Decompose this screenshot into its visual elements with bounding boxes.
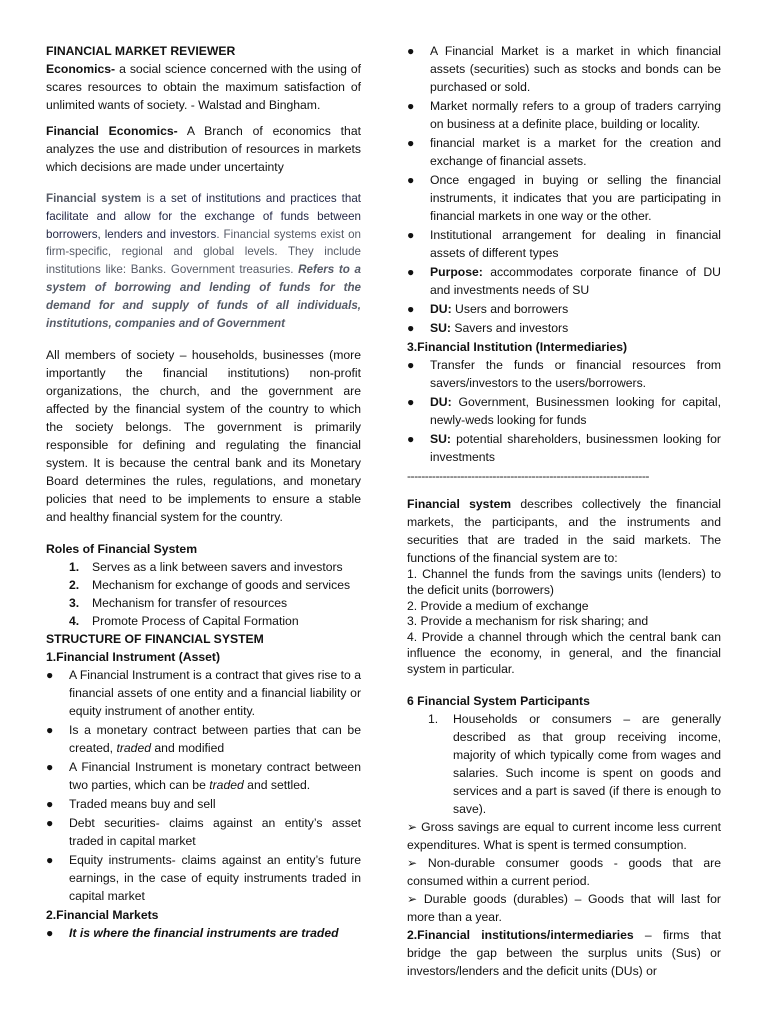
list-item: ● A Financial Instrument is monetary contract between two parties, which can be traded and settled. <box>46 760 361 793</box>
list-item: ● SU: potential shareholders, businessmen looking for investments <box>407 432 721 464</box>
intermediaries-paragraph: 2.Financial institutions/intermediaries – firms that bridge the gap between the surplus units (Sus) or investors/lenders and the deficit units (DUs) or <box>407 927 721 978</box>
note-gross-savings: ➢ Gross savings are equal to current income less current expenditures. What is spent is termed consumption. <box>407 819 721 852</box>
financial-system-term: Financial system <box>46 192 142 205</box>
list-item: ● financial market is a market for the creation and exchange of financial assets. <box>407 136 721 168</box>
list-item: 1. Households or consumers – are generally described as that group receiving income, majority of which typically come from wages and salaries. Such income is spent on goods and services and a part is saved (if there is enough to save). <box>428 711 721 816</box>
list-item: ● Debt securities- claims against an entity’s asset traded in capital market <box>46 816 361 849</box>
list-item: ● SU: Savers and investors <box>407 321 569 335</box>
institution-list <box>407 356 721 466</box>
roles-heading: Roles of Financial System <box>46 542 198 557</box>
list-item: 2. Mechanism for exchange of goods and services <box>69 578 351 593</box>
functions-list <box>407 567 721 678</box>
markets-list <box>407 42 721 337</box>
roles-list <box>46 558 361 630</box>
list-item: 4. Promote Process of Capital Formation <box>69 614 299 629</box>
financial-system-description: Financial system describes collectively the financial markets, the participants, and the instruments and securities that are traded in the said markets. The functions of the financial system are to: <box>407 497 721 565</box>
economics-definition: Economics- a social science concerned with the using of scares resources to obtain the maximum satisfaction of unlimited wants of society. - Walstad and Bingham. <box>46 62 361 112</box>
financial-system-emphasis: Refers to a system of borrowing and lending of funds for the demand for and supply of funds of all individuals, institutions, companies and of Government <box>46 263 361 330</box>
instrument-list <box>46 666 361 905</box>
list-item: ● It is where the financial instruments are traded <box>46 926 339 941</box>
document-title: FINANCIAL MARKET REVIEWER <box>46 44 236 58</box>
list-item: ● Market normally refers to a group of traders carrying on business at a definite place, building or locality. <box>407 99 721 131</box>
list-item: ● Transfer the funds or financial resources from savers/investors to the users/borrowers. <box>407 358 721 390</box>
list-item: 1. Serves as a link between savers and investors <box>69 560 343 575</box>
list-item: ● A Financial Market is a market in which financial assets (securities) such as stocks and bonds can be purchased or sold. <box>407 44 721 94</box>
list-item: ● Equity instruments- claims against an entity’s future earnings, in the case of equity instruments traded in capital market <box>46 853 361 904</box>
institution-heading: 3.Financial Institution (Intermediaries) <box>407 340 628 354</box>
financial-system-definition: Financial system is a set of institutions and practices that facilitate and allow for the exchange of funds between borrowers, lenders and investors. Financial systems exist on firm-specific, regional and global levels. They include institutions like: Banks. Government treasuries. Refers to a system of borrowing and lending of funds for the demand for and supply of funds of all individuals, institutions, companies and of Government <box>46 192 361 330</box>
structure-heading: STRUCTURE OF FINANCIAL SYSTEM <box>46 632 264 647</box>
note-non-durable: ➢ Non-durable consumer goods - goods that are consumed within a current period. <box>407 855 721 888</box>
markets-intro-list <box>46 924 361 942</box>
markets-heading: 2.Financial Markets <box>46 908 159 923</box>
list-item: 1. Channel the funds from the savings units (lenders) to the deficit units (borrowers) <box>407 567 721 597</box>
instrument-heading: 1.Financial Instrument (Asset) <box>46 650 221 665</box>
list-item: ● Institutional arrangement for dealing in financial assets of different types <box>407 228 721 260</box>
list-item: ● Traded means buy and sell <box>46 797 216 812</box>
right-column <box>407 42 721 980</box>
financial-economics-term: Financial Economics- <box>46 124 178 138</box>
financial-economics-definition: Financial Economics- A Branch of economics that analyzes the use and distribution of resources in markets which decisions are made under uncertainty <box>46 124 361 174</box>
participants-heading: 6 Financial System Participants <box>407 693 590 708</box>
list-item: ● Is a monetary contract between parties that can be created, traded and modified <box>46 723 361 756</box>
list-item: 3. Mechanism for transfer of resources <box>69 596 288 611</box>
list-item: 2. Provide a medium of exchange <box>407 598 589 613</box>
economics-term: Economics- <box>46 62 116 76</box>
list-item: ● DU: Government, Businessmen looking for capital, newly-weds looking for funds <box>407 395 721 427</box>
note-durable: ➢ Durable goods (durables) – Goods that will last for more than a year. <box>407 891 721 924</box>
list-item: 4. Provide a channel through which the central bank can influence the economy, in general, and the financial system in particular. <box>407 630 721 676</box>
list-item: ● Once engaged in buying or selling the financial instruments, it indicates that you are participating in financial markets in one way or the other. <box>407 173 721 223</box>
list-item: ● Purpose: accommodates corporate finance of DU and investments needs of SU <box>407 265 721 297</box>
divider: -------------------------------------------------------------------- <box>407 469 649 483</box>
society-paragraph: All members of society – households, businesses (more importantly the financial institutions) non-profit organizations, the church, and the government are affected by the financial system of the country to which the society belongs. The government is primarily responsible for defining and regulating the financial system. It is because the central bank and its Monetary Board determines the rules, regulations, and monetary policies that need to be implements to ensure a stable and healthy financial system for the country. <box>46 348 361 525</box>
list-item: ● A Financial Instrument is a contract that gives rise to a financial assets of one entity and a financial liability or equity instrument of another entity. <box>46 668 361 719</box>
participants-list <box>407 710 721 818</box>
list-item: ● DU: Users and borrowers <box>407 302 569 316</box>
list-item: 3. Provide a mechanism for risk sharing; and <box>407 614 649 629</box>
financial-system-highlight: a set of institutions and practices that facilitate and allow for the exchange of funds between borrowers, lenders and investors <box>46 192 361 241</box>
left-column <box>46 42 361 943</box>
